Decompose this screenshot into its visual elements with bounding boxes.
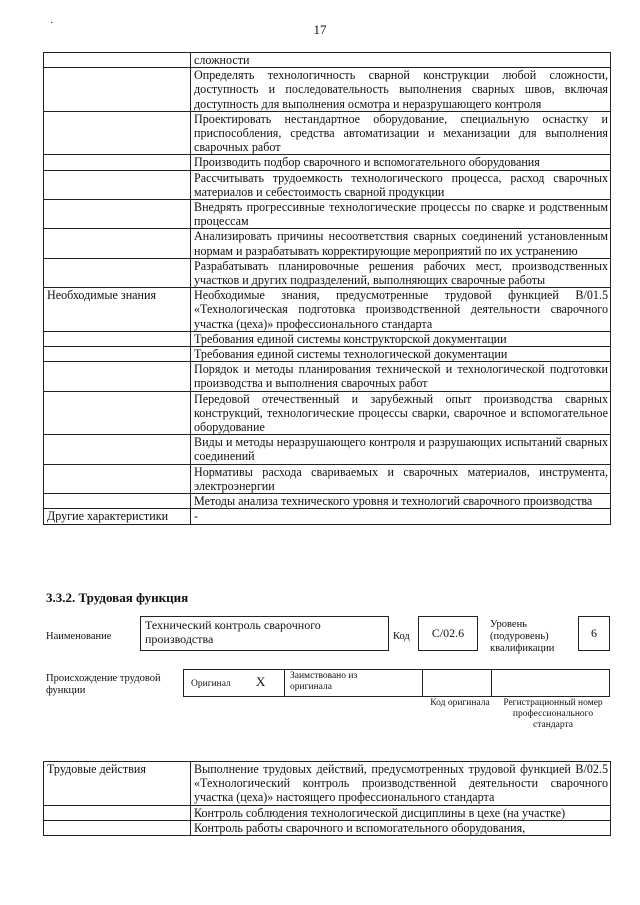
row-category	[44, 494, 191, 509]
table-row	[44, 362, 611, 391]
row-category	[44, 200, 191, 229]
code-label: Код	[393, 631, 410, 642]
code-caption: Код оригинала	[430, 698, 490, 708]
row-category	[44, 155, 191, 170]
table-row	[44, 762, 611, 806]
table-row	[44, 229, 611, 258]
table-row	[44, 331, 611, 346]
table-row	[44, 435, 611, 464]
row-category	[44, 805, 191, 820]
table-row	[44, 170, 611, 199]
row-category	[44, 464, 191, 493]
table-row	[44, 464, 611, 493]
table-row	[44, 111, 611, 155]
table-row	[44, 820, 611, 835]
table-row	[44, 288, 611, 332]
corner-mark: ·	[50, 18, 54, 29]
row-category: Другие характеристики	[44, 509, 191, 524]
table-row	[44, 155, 611, 170]
row-category	[44, 435, 191, 464]
original-label: Оригинал	[191, 679, 231, 689]
row-category	[44, 820, 191, 835]
row-description: Передовой отечественный и зарубежный опыт производства сварных конструкций, технологические процессы сварки, сварочное и вспомогательное оборудование	[191, 391, 611, 435]
table-row	[44, 53, 611, 68]
original-mark: X	[256, 674, 266, 689]
row-description: Рассчитывать трудоемкость технологического процесса, расход сварочных материалов и себестоимость сварной продукции	[191, 170, 611, 199]
level-value: 6	[591, 626, 597, 640]
row-category: Необходимые знания	[44, 288, 191, 332]
row-category	[44, 53, 191, 68]
row-category	[44, 331, 191, 346]
row-category	[44, 362, 191, 391]
row-category: Трудовые действия	[44, 762, 191, 806]
row-description: Проектировать нестандартное оборудование, специальную оснастку и приспособления, средства автоматизации и механизации для выполнения сварочных работ	[191, 111, 611, 155]
table-row	[44, 200, 611, 229]
row-description: сложности	[191, 53, 611, 68]
table-row	[44, 509, 611, 524]
row-description: Анализировать причины несоответствия сварных соединений установленным нормам и разрабатывать корректирующие мероприятий по их устранению	[191, 229, 611, 258]
name-value: Технический контроль сварочного производства	[145, 618, 321, 646]
table-row	[44, 258, 611, 287]
row-description: Необходимые знания, предусмотренные трудовой функцией B/01.5 «Технологическая подготовка производственной деятельности сварочного участка (цеха)» профессионального стандарта	[191, 288, 611, 332]
row-description: Контроль соблюдения технологической дисциплины в цехе (на участке)	[191, 805, 611, 820]
borrowed-label: Заимствовано из оригинала	[290, 671, 358, 692]
row-description: Разрабатывать планировочные решения рабочих мест, производственных участков и других подразделений, выполняющих сварочные работы	[191, 258, 611, 287]
table-row	[44, 391, 611, 435]
row-category	[44, 170, 191, 199]
row-description: Контроль работы сварочного и вспомогательного оборудования,	[191, 820, 611, 835]
row-description: Внедрять прогрессивные технологические процессы по сварке и родственным процессам	[191, 200, 611, 229]
row-description: Виды и методы неразрушающего контроля и разрушающих испытаний сварных соединений	[191, 435, 611, 464]
row-category	[44, 391, 191, 435]
table-row	[44, 494, 611, 509]
row-category	[44, 347, 191, 362]
origin-label: Происхождение трудовой функции	[46, 673, 161, 696]
skills-knowledge-table	[43, 52, 611, 525]
row-description: Определять технологичность сварной конструкции любой сложности, доступность и последовательность выполнения сварных швов, включая доступность для выполнения осмотра и неразрушающего контроля	[191, 68, 611, 112]
level-box	[578, 616, 610, 651]
code-box	[418, 616, 478, 651]
row-description: -	[191, 509, 611, 524]
row-description: Методы анализа технического уровня и технологий сварочного производства	[191, 494, 611, 509]
table-row	[44, 68, 611, 112]
row-category	[44, 111, 191, 155]
row-description: Производить подбор сварочного и вспомогательного оборудования	[191, 155, 611, 170]
reg-caption: Регистрационный номер профессионального стандарта	[503, 698, 603, 730]
row-category	[44, 68, 191, 112]
row-category	[44, 229, 191, 258]
row-description: Порядок и методы планирования технической и технологической подготовки производства и выполнения сварочных работ	[191, 362, 611, 391]
table-row	[44, 347, 611, 362]
row-description: Выполнение трудовых действий, предусмотренных трудовой функцией B/02.5 «Технологический контроль производственной деятельности сварочного участка (цеха)» настоящего профессионального стандарта	[191, 762, 611, 806]
level-label: Уровень (подуровень) квалификации	[490, 619, 555, 654]
row-description: Нормативы расхода свариваемых и сварочных материалов, инструмента, электроэнергии	[191, 464, 611, 493]
row-description: Требования единой системы конструкторской документации	[191, 331, 611, 346]
origin-divider-1	[284, 669, 285, 696]
origin-divider-3	[491, 669, 492, 696]
origin-divider-2	[422, 669, 423, 696]
page-number: 17	[313, 22, 327, 37]
name-label: Наименование	[46, 631, 112, 642]
name-box	[140, 616, 389, 651]
section-title: 3.3.2. Трудовая функция	[46, 590, 189, 605]
table-row	[44, 805, 611, 820]
row-description: Требования единой системы технологической документации	[191, 347, 611, 362]
labor-actions-table	[43, 761, 611, 836]
code-value: C/02.6	[431, 626, 465, 640]
row-category	[44, 258, 191, 287]
